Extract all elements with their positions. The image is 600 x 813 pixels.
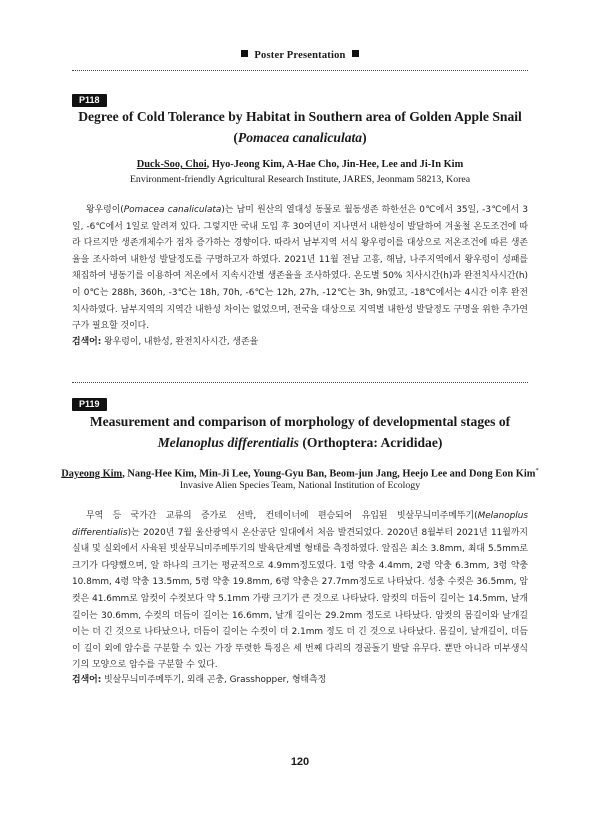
square-bullet-icon — [241, 50, 248, 57]
poster-code-badge: P118 — [72, 94, 107, 107]
poster-divider — [72, 382, 528, 383]
first-author: Dayeong Kim — [61, 468, 123, 480]
first-author: Duck-Soo, Choi — [136, 159, 207, 170]
section-header-label: Poster Presentation — [254, 50, 346, 61]
co-authors: , Nang-Hee Kim, Min-Ji Lee, Young-Gyu Ban, Beom-jun Jang, Heejo Lee and Dong Eon Kim — [122, 468, 536, 480]
square-bullet-icon — [352, 50, 359, 57]
header-divider — [72, 70, 528, 71]
abstract-body: )는 2020년 7월 울산광역시 온산공단 일대에서 처음 발견되었다. 2020년 8월부터 2021년 11월까지 실내 및 실외에서 사육된 빗살무늬미주메뚜기의 발육단계별 형태를 측정하였다. 알집은 최소 3.8mm, 최대 5.5mm로 크기가 다양했으며, 알 하나의 크기는 평균적으로 4.9mm정도였다. 1령 약충 4.4mm, 2령 약충 6.3mm, 3령 약충 10.8mm, 4령 약충 13.5mm, 5령 약충 19.8mm, 6령 약충은 27.7mm정도로 나타났다. 성충 수컷은 36.5mm, 암컷은 41.6mm로 암컷이 수컷보다 약 5.1mm 가량 크기가 큰 것으로 나타났다. 암컷의 더듬이 길이는 14.5mm, 날개 길이는 30.6mm, 수컷의 더듬이 길이는 16.6mm, 날개 길이는 29.2mm 정도로 나타났다. 암컷의 몸길이와 날개길이는 더 긴 것으로 나타났으나, 더듬이 길이는 수컷이 더 2.1mm 정도 더 긴 것으로 나타났다. 몸길이, 날개길이, 더듬이 길이 외에 암수를 구분할 수 있는 가장 뚜렷한 특징은 세 번째 다리의 경골돌기 발달 유무다. 뿐만 아니라 미부생식기의 모양으로 암수를 구분할 수 있다. — [72, 527, 528, 671]
abstract-lead: 왕우렁이( — [86, 205, 124, 215]
abstract-lead: 무역 등 국가간 교류의 증가로 선박, 컨테이너에 편승되어 유입된 빗살무늬미주메뚜기( — [86, 511, 478, 521]
co-authors: , Hyo-Jeong Kim, A-Hae Cho, Jin-Hee, Lee and Ji-In Kim — [206, 159, 464, 170]
poster-keywords — [72, 335, 528, 350]
poster-code-badge: P119 — [72, 398, 107, 411]
poster-title: Degree of Cold Tolerance by Habitat in Southern area of Golden Apple Snail (Pomacea canaliculata) — [78, 109, 522, 145]
poster-affiliation: Invasive Alien Species Team, National Institution of Ecology — [179, 480, 421, 491]
keywords-list: 왕우렁이, 내한성, 완전치사시간, 생존율 — [101, 337, 259, 347]
abstract-scientific-name: Melanoplus differentialis — [72, 511, 528, 538]
poster-title-scientific: Pomacea canaliculata — [237, 130, 363, 145]
keywords-label: 검색어: — [72, 337, 102, 347]
keywords-list: 빗살무늬미주메뚜기, 외래 곤충, Grasshopper, 형태측정 — [101, 675, 327, 685]
poster-title — [72, 411, 528, 453]
poster-affiliation: Environment-friendly Agricultural Research Institute, JARES, Jeonmam 58213, Korea — [129, 174, 471, 185]
poster-abstract — [72, 202, 528, 335]
page-number: 120 — [290, 756, 310, 768]
poster-title-main: Degree of Cold Tolerance by Habitat in Southern area of Golden Apple Snail — [78, 109, 522, 124]
abstract-body: )는 남미 원산의 열대성 동물로 월동생존 하한선은 0℃에서 35일, -3℃에서 3일, -6℃에서 1일로 알려져 있다. 그렇지만 국내 도입 후 30여년이 지나면서 내한성이 발달하여 겨울철 온도조건에 따라 다르지만 생존개체수가 점차 증가하는 경향이다. 따라서 남부지역 서식 왕우렁이를 대상으로 저온조건에 따른 생존율을 조사하여 내한성 발달정도를 구명하고자 하였다. 2021년 11월 전남 고흥, 해남, 나주지역에서 왕우렁이 성패를 채집하여 냉동기를 이용하여 저온에서 지속시간별 생존율을 조사하였다. 온도별 50% 치사시간(h)과 완전치사시간(h)이 0℃는 288h, 360h, -3℃는 18h, 70h, -6℃는 12h, 27h, -12℃는 3h, 9h였고, -18℃에서는 4시간 이후 완전치사하였다. 남부지역의 지역간 내한성 차이는 없었으며, 전국을 대상으로 지역별 내한성 발달정도 구명을 위한 추가연구가 필요할 것이다. — [72, 205, 528, 332]
poster-title-scientific: Melanoplus differentialis — [157, 435, 299, 450]
poster-title-line1: Measurement and comparison of morphology of developmental stages of — [89, 414, 511, 429]
poster-abstract — [72, 508, 528, 674]
keywords-label: 검색어: — [72, 675, 102, 685]
poster-authors — [40, 157, 560, 172]
corresponding-mark: * — [535, 467, 539, 474]
poster-keywords — [72, 673, 528, 688]
poster-title-rest: (Orthoptera: Acrididae) — [298, 435, 443, 450]
section-header — [0, 50, 600, 61]
abstract-scientific-name: Pomacea canaliculata — [123, 205, 222, 215]
